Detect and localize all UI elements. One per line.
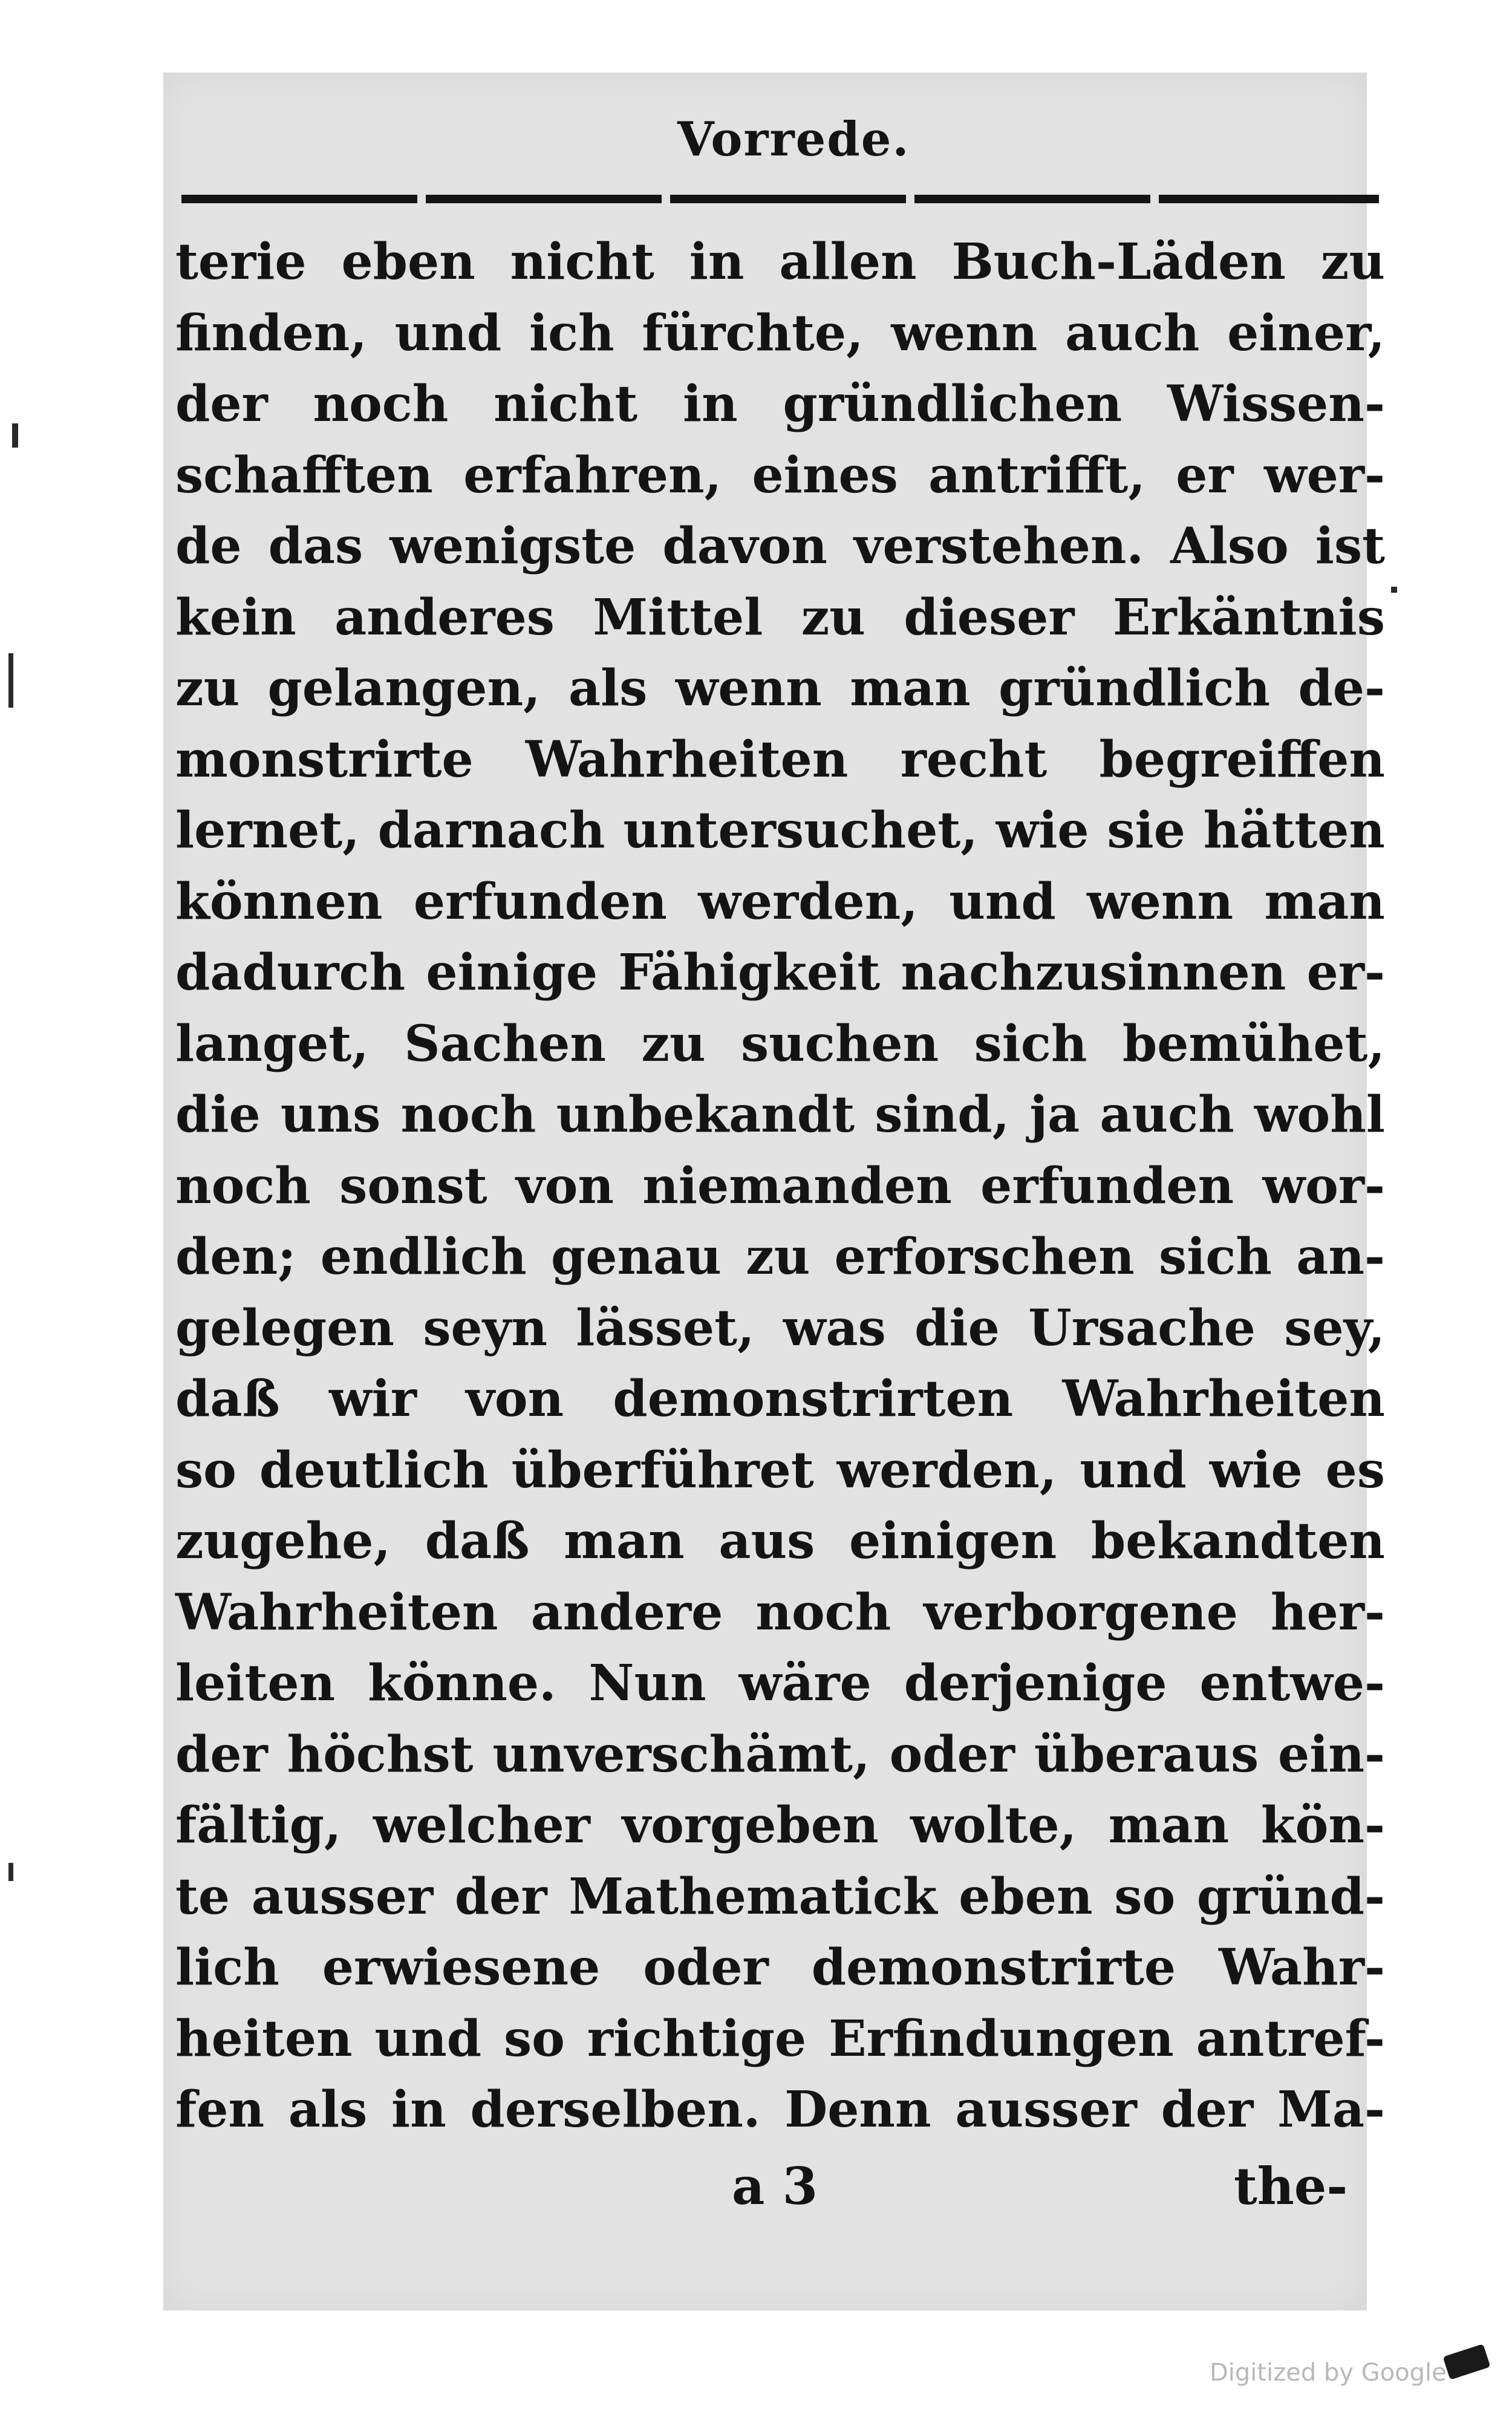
margin-mark xyxy=(8,653,13,708)
text-line: de das wenigste davon verstehen. Also ist xyxy=(175,517,1385,575)
text-line: der noch nicht in gründlichen Wissen- xyxy=(175,375,1385,433)
text-line: schafften erfahren, eines antrifft, er wer- xyxy=(175,446,1385,504)
digitized-watermark: Digitized by Google xyxy=(1210,2359,1447,2387)
text-line: heiten und so richtige Erfindungen antref- xyxy=(175,2009,1385,2068)
page-header: Vorrede. xyxy=(677,112,910,167)
text-line: langet, Sachen zu suchen sich bemühet, xyxy=(175,1014,1385,1073)
signature-mark: a 3 xyxy=(732,2156,818,2216)
text-line: so deutlich überführet werden, und wie es xyxy=(175,1441,1385,1499)
text-line: der höchst unverschämt, oder überaus ein- xyxy=(175,1725,1385,1784)
text-line: fältig, welcher vorgeben wolte, man kön- xyxy=(175,1796,1385,1854)
text-line: leiten könne. Nun wäre derjenige entwe- xyxy=(175,1654,1385,1712)
text-line: gelegen seyn lässet, was die Ursache sey, xyxy=(175,1299,1385,1357)
text-line: daß wir von demonstrirten Wahrheiten xyxy=(175,1370,1385,1428)
catchword: the- xyxy=(1234,2156,1348,2216)
text-line: die uns noch unbekandt sind, ja auch wohl xyxy=(175,1086,1385,1144)
text-line: Wahrheiten andere noch verborgene her- xyxy=(175,1583,1385,1642)
text-line: kein anderes Mittel zu dieser Erkäntnis xyxy=(175,588,1385,647)
text-line: finden, und ich fürchte, wenn auch einer, xyxy=(175,304,1385,362)
text-line: können erfunden werden, und wenn man xyxy=(175,872,1385,931)
text-line: zugehe, daß man aus einigen bekandten xyxy=(175,1512,1385,1570)
text-line: lich erwiesene oder demonstrirte Wahr- xyxy=(175,1938,1385,1997)
body-text xyxy=(175,227,1385,2146)
text-line: monstrirte Wahrheiten recht begreiffen xyxy=(175,730,1385,789)
text-line: zu gelangen, als wenn man gründlich de- xyxy=(175,659,1385,717)
margin-mark xyxy=(8,1863,13,1881)
text-line: dadurch einige Fähigkeit nachzusinnen er- xyxy=(175,944,1385,1002)
text-line: te ausser der Mathematick eben so gründ- xyxy=(175,1867,1385,1926)
text-line: den; endlich genau zu erforschen sich an- xyxy=(175,1228,1385,1286)
text-line: fen als in derselben. Denn ausser der Ma- xyxy=(175,2081,1385,2139)
watermark-smudge xyxy=(1443,2344,1491,2380)
margin-mark xyxy=(1391,587,1397,593)
text-line: lernet, darnach untersuchet, wie sie hätten xyxy=(175,801,1385,859)
header-rule xyxy=(181,195,1379,203)
text-line: terie eben nicht in allen Buch-Läden zu xyxy=(175,233,1385,291)
margin-mark xyxy=(12,423,18,448)
text-line: noch sonst von niemanden erfunden wor- xyxy=(175,1156,1385,1215)
